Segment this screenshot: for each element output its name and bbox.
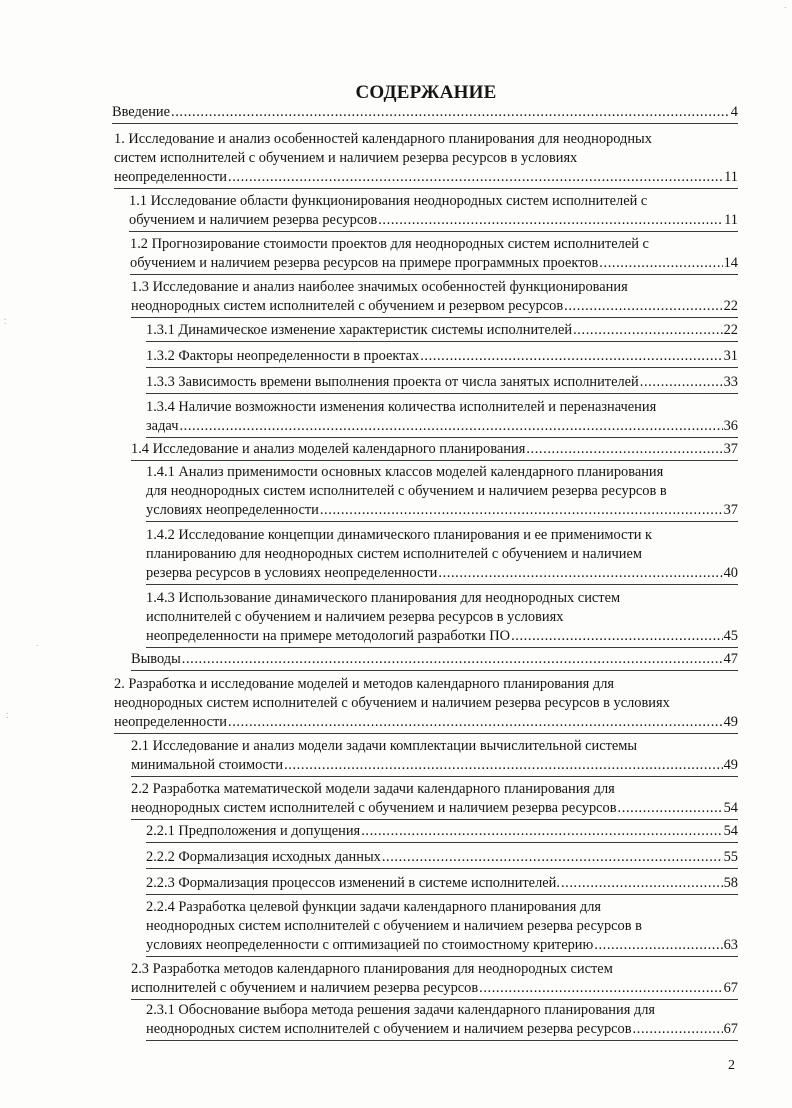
toc-page-number: 63 bbox=[723, 937, 738, 953]
toc-entry-line: систем исполнителей с обучением и наличием резерва ресурсов в условиях bbox=[114, 150, 578, 166]
entry-underline bbox=[129, 231, 738, 232]
scan-speck: · bbox=[784, 4, 787, 12]
toc-entry-line: 2.2.2 Формализация исходных данных bbox=[146, 849, 381, 865]
toc-entry-line: неоднородных систем исполнителей с обучением и наличием резерва ресурсов в условиях bbox=[114, 695, 670, 711]
entry-underline bbox=[146, 521, 738, 522]
toc-entry-line: резерва ресурсов в условиях неопределенности bbox=[146, 565, 438, 581]
entry-underline bbox=[131, 819, 738, 820]
toc-entry-line: исполнителей с обучением и наличием резерва ресурсов в условиях bbox=[146, 609, 564, 625]
page-number: 2 bbox=[728, 1058, 735, 1073]
toc-entry-line: 2.2 Разработка математической модели задачи календарного планирования для bbox=[131, 781, 615, 797]
toc-entry[interactable] bbox=[146, 874, 738, 893]
toc-entry-line: 1.4.2 Исследование концепции динамического планирования и ее применимости к bbox=[146, 527, 653, 543]
toc-entry[interactable] bbox=[146, 373, 738, 392]
toc-entry[interactable] bbox=[129, 192, 738, 230]
toc-entry[interactable] bbox=[146, 822, 738, 841]
entry-underline bbox=[146, 647, 738, 648]
toc-entry-line: 1.3.2 Факторы неопределенности в проектах bbox=[146, 348, 420, 364]
entry-underline bbox=[146, 367, 738, 368]
toc-page-number: 11 bbox=[724, 212, 738, 228]
entry-underline bbox=[146, 956, 738, 957]
toc-entry-line: 1. Исследование и анализ особенностей календарного планирования для неоднородных bbox=[114, 131, 652, 147]
toc-entry-line: 2. Разработка и исследование моделей и методов календарного планирования для bbox=[114, 676, 615, 692]
toc-entry[interactable] bbox=[131, 737, 738, 775]
entry-underline bbox=[146, 894, 738, 895]
entry-underline bbox=[146, 584, 738, 585]
toc-page-number: 40 bbox=[723, 565, 738, 581]
toc-entry-line: условиях неопределенности bbox=[146, 502, 319, 518]
entry-underline bbox=[131, 317, 738, 318]
dot-leader bbox=[633, 1020, 723, 1039]
dot-leader bbox=[573, 321, 723, 340]
toc-entry[interactable] bbox=[131, 650, 738, 669]
toc-entry[interactable] bbox=[131, 960, 738, 998]
toc-entry-line: неоднородных систем исполнителей с обучением и наличием резерва ресурсов bbox=[146, 1021, 632, 1037]
toc-entry-line: 1.4 Исследование и анализ моделей календарного планирования bbox=[131, 441, 526, 457]
toc-page-number: 11 bbox=[724, 169, 738, 185]
dot-leader bbox=[320, 501, 723, 520]
toc-entry-line: 1.4.1 Анализ применимости основных классов моделей календарного планирования bbox=[146, 464, 664, 480]
toc-entry-line: исполнителей с обучением и наличием резерва ресурсов bbox=[131, 980, 479, 996]
entry-underline bbox=[146, 842, 738, 843]
entry-underline bbox=[131, 460, 738, 461]
toc-page-number: 14 bbox=[723, 255, 738, 271]
toc-page-number: 67 bbox=[723, 1021, 738, 1037]
toc-entry-line: 2.2.3 Формализация процессов изменений в системе исполнителей. bbox=[146, 875, 560, 891]
entry-underline bbox=[112, 123, 738, 124]
toc-page-number: 31 bbox=[723, 348, 738, 364]
entry-underline bbox=[114, 733, 738, 734]
toc-entry[interactable] bbox=[131, 278, 738, 316]
toc-page-number: 58 bbox=[723, 875, 738, 891]
toc-page-number: 37 bbox=[723, 441, 738, 457]
dot-leader bbox=[378, 211, 723, 230]
toc-entry-line: минимальной стоимости bbox=[131, 757, 284, 773]
toc-entry[interactable] bbox=[146, 526, 738, 583]
toc-entry[interactable] bbox=[112, 103, 738, 122]
dot-leader bbox=[599, 254, 722, 273]
toc-entry-line: 1.3.1 Динамическое изменение характеристик системы исполнителей bbox=[146, 322, 573, 338]
entry-underline bbox=[146, 1040, 738, 1041]
dot-leader bbox=[618, 799, 723, 818]
scan-speck: ⁚ bbox=[4, 318, 7, 326]
toc-entry-line: неопределенности bbox=[114, 714, 227, 730]
toc-entry[interactable] bbox=[146, 398, 738, 436]
entry-underline bbox=[131, 999, 738, 1000]
toc-entry-line: Выводы bbox=[131, 651, 181, 667]
toc-entry-line: 1.3.4 Наличие возможности изменения количества исполнителей и переназначения bbox=[146, 399, 657, 415]
toc-page-number: 47 bbox=[723, 651, 738, 667]
toc-entry-line: планированию для неоднородных систем исполнителей с обучением и наличием bbox=[146, 546, 642, 562]
entry-underline bbox=[131, 670, 738, 671]
toc-page-number: 55 bbox=[723, 849, 738, 865]
toc-entry-line: Введение bbox=[112, 104, 171, 120]
toc-entry[interactable] bbox=[114, 675, 738, 732]
dot-leader bbox=[511, 627, 723, 646]
toc-page-number: 37 bbox=[723, 502, 738, 518]
toc-entry-line: 2.2.1 Предположения и допущения bbox=[146, 823, 361, 839]
dot-leader bbox=[179, 417, 722, 436]
dot-leader bbox=[420, 347, 722, 366]
entry-underline bbox=[130, 274, 738, 275]
toc-entry[interactable] bbox=[131, 780, 738, 818]
entry-underline bbox=[114, 188, 738, 189]
toc-entry-line: 2.2.4 Разработка целевой функции задачи календарного планирования для bbox=[146, 899, 602, 915]
dot-leader bbox=[438, 564, 722, 583]
toc-entry[interactable] bbox=[146, 347, 738, 366]
dot-leader bbox=[284, 756, 723, 775]
dot-leader bbox=[594, 936, 722, 955]
toc-entry-line: неопределенности на примере методологий разработки ПО bbox=[146, 628, 511, 644]
toc-entry-line: обучением и наличием резерва ресурсов на примере программных проектов bbox=[130, 255, 599, 271]
dot-leader bbox=[361, 822, 722, 841]
toc-page-number: 36 bbox=[723, 418, 738, 434]
toc-page-number: 67 bbox=[723, 980, 738, 996]
toc-entry[interactable] bbox=[146, 1001, 738, 1039]
toc-page-number: 45 bbox=[723, 628, 738, 644]
scan-speck: · bbox=[36, 642, 39, 650]
toc-page-number: 54 bbox=[723, 800, 738, 816]
toc-page-number: 33 bbox=[723, 374, 738, 390]
dot-leader bbox=[479, 979, 722, 998]
toc-entry-line: 1.2 Прогнозирование стоимости проектов для неоднородных систем исполнителей с bbox=[130, 236, 649, 252]
toc-entry[interactable] bbox=[146, 589, 738, 646]
toc-entry-line: неопределенности bbox=[114, 169, 227, 185]
toc-entry-line: условиях неопределенности с оптимизацией по стоимостному критерию bbox=[146, 937, 594, 953]
toc-page-number: 4 bbox=[730, 104, 738, 120]
entry-underline bbox=[146, 437, 738, 438]
toc-entry-line: задач bbox=[146, 418, 179, 434]
dot-leader bbox=[182, 650, 723, 669]
dot-leader bbox=[382, 848, 723, 867]
entry-underline bbox=[146, 341, 738, 342]
toc-entry-line: 1.4.3 Использование динамического планирования для неоднородных систем bbox=[146, 590, 621, 606]
toc-page-number: 54 bbox=[723, 823, 738, 839]
dot-leader bbox=[564, 297, 722, 316]
toc-entry[interactable] bbox=[146, 463, 738, 520]
dot-leader bbox=[561, 874, 723, 893]
page-title: СОДЕРЖАНИЕ bbox=[355, 82, 497, 103]
entry-underline bbox=[131, 776, 738, 777]
scan-speck: ⁚ bbox=[6, 712, 9, 720]
dot-leader bbox=[228, 713, 723, 732]
toc-page-number: 49 bbox=[723, 714, 738, 730]
toc-entry-line: 1.3.3 Зависимость времени выполнения проекта от числа занятых исполнителей bbox=[146, 374, 639, 390]
toc-entry-line: неоднородных систем исполнителей с обучением и резервом ресурсов bbox=[131, 298, 564, 314]
toc-entry-line: для неоднородных систем исполнителей с обучением и наличием резерва ресурсов в bbox=[146, 483, 667, 499]
toc-entry[interactable] bbox=[146, 898, 738, 955]
dot-leader bbox=[171, 103, 730, 122]
entry-underline bbox=[146, 393, 738, 394]
toc-entry-line: 1.3 Исследование и анализ наиболее значимых особенностей функционирования bbox=[131, 279, 628, 295]
toc-entry[interactable] bbox=[146, 848, 738, 867]
entry-underline bbox=[146, 868, 738, 869]
toc-entry-line: обучением и наличием резерва ресурсов bbox=[129, 212, 378, 228]
toc-entry[interactable] bbox=[130, 235, 738, 273]
dot-leader bbox=[640, 373, 723, 392]
toc-page-number: 22 bbox=[723, 322, 738, 338]
toc-entry-line: 1.1 Исследование области функционирования неоднородных систем исполнителей с bbox=[129, 193, 648, 209]
toc-entry-line: 2.1 Исследование и анализ модели задачи комплектации вычислительной системы bbox=[131, 738, 638, 754]
dot-leader bbox=[228, 168, 723, 187]
dot-leader bbox=[526, 440, 722, 459]
toc-entry[interactable] bbox=[114, 130, 738, 187]
toc-entry-line: неоднородных систем исполнителей с обучением и наличием резерва ресурсов bbox=[131, 800, 617, 816]
toc-entry[interactable] bbox=[131, 440, 738, 459]
toc-entry-line: 2.3 Разработка методов календарного планирования для неоднородных систем bbox=[131, 961, 613, 977]
toc-page-number: 49 bbox=[723, 757, 738, 773]
toc-page-number: 22 bbox=[723, 298, 738, 314]
toc-entry-line: неоднородных систем исполнителей с обучением и наличием резерва ресурсов в bbox=[146, 918, 642, 934]
toc-entry[interactable] bbox=[146, 321, 738, 340]
toc-entry-line: 2.3.1 Обоснование выбора метода решения задачи календарного планирования для bbox=[146, 1002, 656, 1018]
